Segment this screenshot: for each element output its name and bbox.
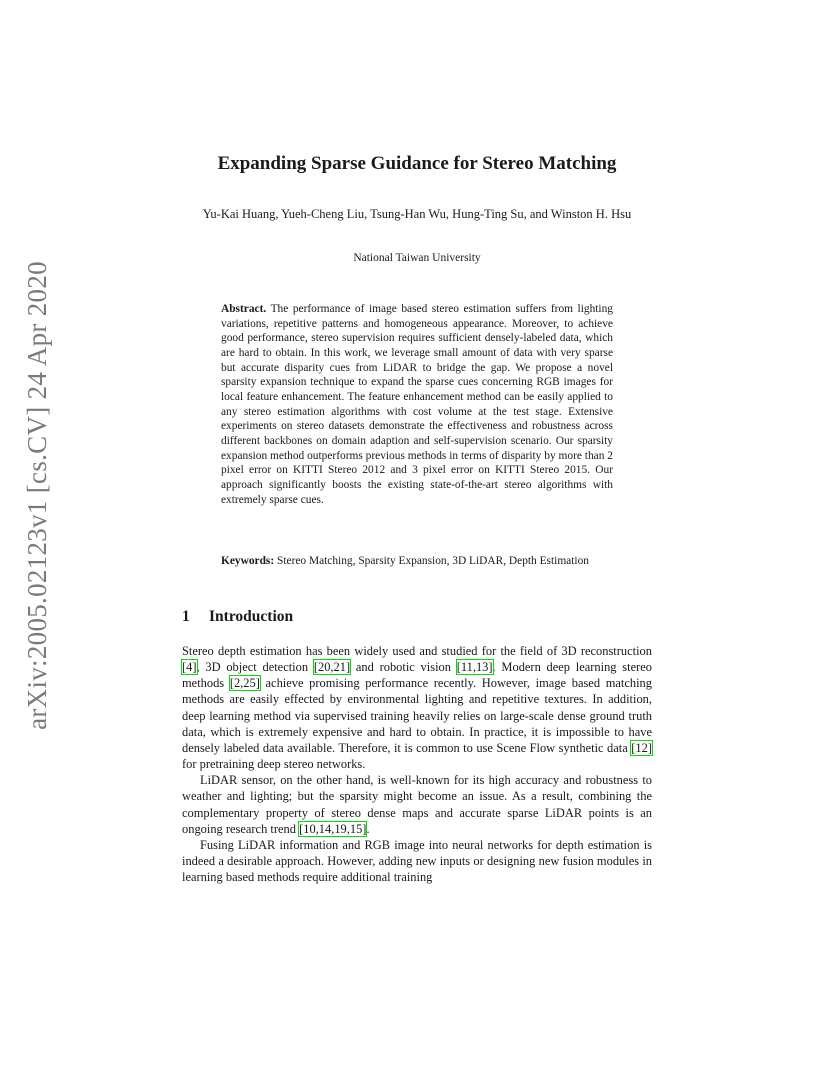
keywords bbox=[221, 554, 613, 569]
keywords-text: Stereo Matching, Sparsity Expansion, 3D LiDAR, Depth Estimation bbox=[277, 555, 589, 567]
paragraph-1 bbox=[182, 643, 652, 772]
citation-link[interactable]: [2,25] bbox=[229, 676, 260, 691]
section-number: 1 bbox=[182, 608, 190, 625]
arxiv-side-stamp bbox=[14, 260, 60, 730]
author-list: Yu-Kai Huang, Yueh-Cheng Liu, Tsung-Han Wu, Hung-Ting Su, and Winston H. Hsu bbox=[202, 207, 632, 221]
abstract bbox=[221, 302, 613, 507]
text-run: LiDAR sensor, on the other hand, is well-known for its high accuracy and robustness to weather and lighting; but the sparsity might become an issue. As a result, combining the complementary property of stereo dense maps and accurate sparse LiDAR points is an ongoing research trend bbox=[182, 773, 652, 836]
section-heading-introduction bbox=[182, 607, 652, 627]
introduction-body bbox=[182, 643, 652, 885]
text-run: for pretraining deep stereo networks. bbox=[182, 757, 366, 772]
text-run: , 3D object detection bbox=[196, 660, 314, 675]
abstract-text: The performance of image based stereo estimation suffers from lighting variations, repetitive patterns and homogeneous appearance. Moreover, to achieve good performance, stereo supervision requires sufficient densely-labeled data, which are hard to obtain. In this work, we leverage small amount of data with very sparse but accurate disparity cues from LiDAR to bridge the gap. We propose a novel sparsity expansion technique to expand the sparse cues concerning RGB images for local feature enhancement. The feature enhancement method can be easily applied to any stereo estimation algorithms with cost volume at the test stage. Extensive experiments on stereo datasets demonstrate the effectiveness and robustness across different backbones on domain adaption and self-supervision scenario. Our sparsity expansion method outperforms previous methods in terms of disparity by more than 2 pixel error on KITTI Stereo 2012 and 3 pixel error on KITTI Stereo 2015. Our approach significantly boosts the existing state-of-the-art stereo algorithms with extremely sparse cues. bbox=[221, 303, 613, 506]
arxiv-identifier: arXiv:2005.02123v1 [cs.CV] 24 Apr 2020 bbox=[21, 260, 52, 730]
text-run: and robotic vision bbox=[350, 660, 457, 675]
citation-link[interactable]: [11,13] bbox=[456, 660, 493, 675]
text-run: . bbox=[366, 821, 370, 836]
citation-link[interactable]: [4] bbox=[182, 660, 197, 675]
author-affiliation: National Taiwan University bbox=[353, 252, 481, 264]
abstract-label: Abstract. bbox=[221, 303, 267, 315]
paragraph-2 bbox=[182, 772, 652, 837]
text-run: Stereo depth estimation has been widely used and studied for the field of 3D reconstruction bbox=[182, 644, 652, 658]
citation-link[interactable]: [10,14,19,15] bbox=[299, 821, 367, 836]
paper-title: Expanding Sparse Guidance for Stereo Matching bbox=[217, 153, 617, 174]
section-title: Introduction bbox=[209, 608, 294, 625]
keywords-label: Keywords: bbox=[221, 555, 275, 567]
citation-link[interactable]: [12] bbox=[631, 740, 652, 755]
citation-link[interactable]: [20,21] bbox=[313, 660, 351, 675]
text-run: Fusing LiDAR information and RGB image into neural networks for depth estimation is indeed a desirable approach. However, adding new inputs or designing new fusion modules in learning based methods require additional training bbox=[182, 837, 652, 885]
text-run: achieve promising performance recently. However, image based matching methods are easily effected by environmental lighting and repetitive textures. In addition, deep learning method via supervised training heavily relies on large-scale dense ground truth data, which is extremely expensive and hard to obtain. In practice, it is impossible to have densely labeled data available. Therefore, it is common to use Scene Flow synthetic data bbox=[182, 676, 652, 755]
text-run: . Modern deep learning stereo methods bbox=[182, 660, 652, 691]
paragraph-3 bbox=[182, 837, 652, 885]
